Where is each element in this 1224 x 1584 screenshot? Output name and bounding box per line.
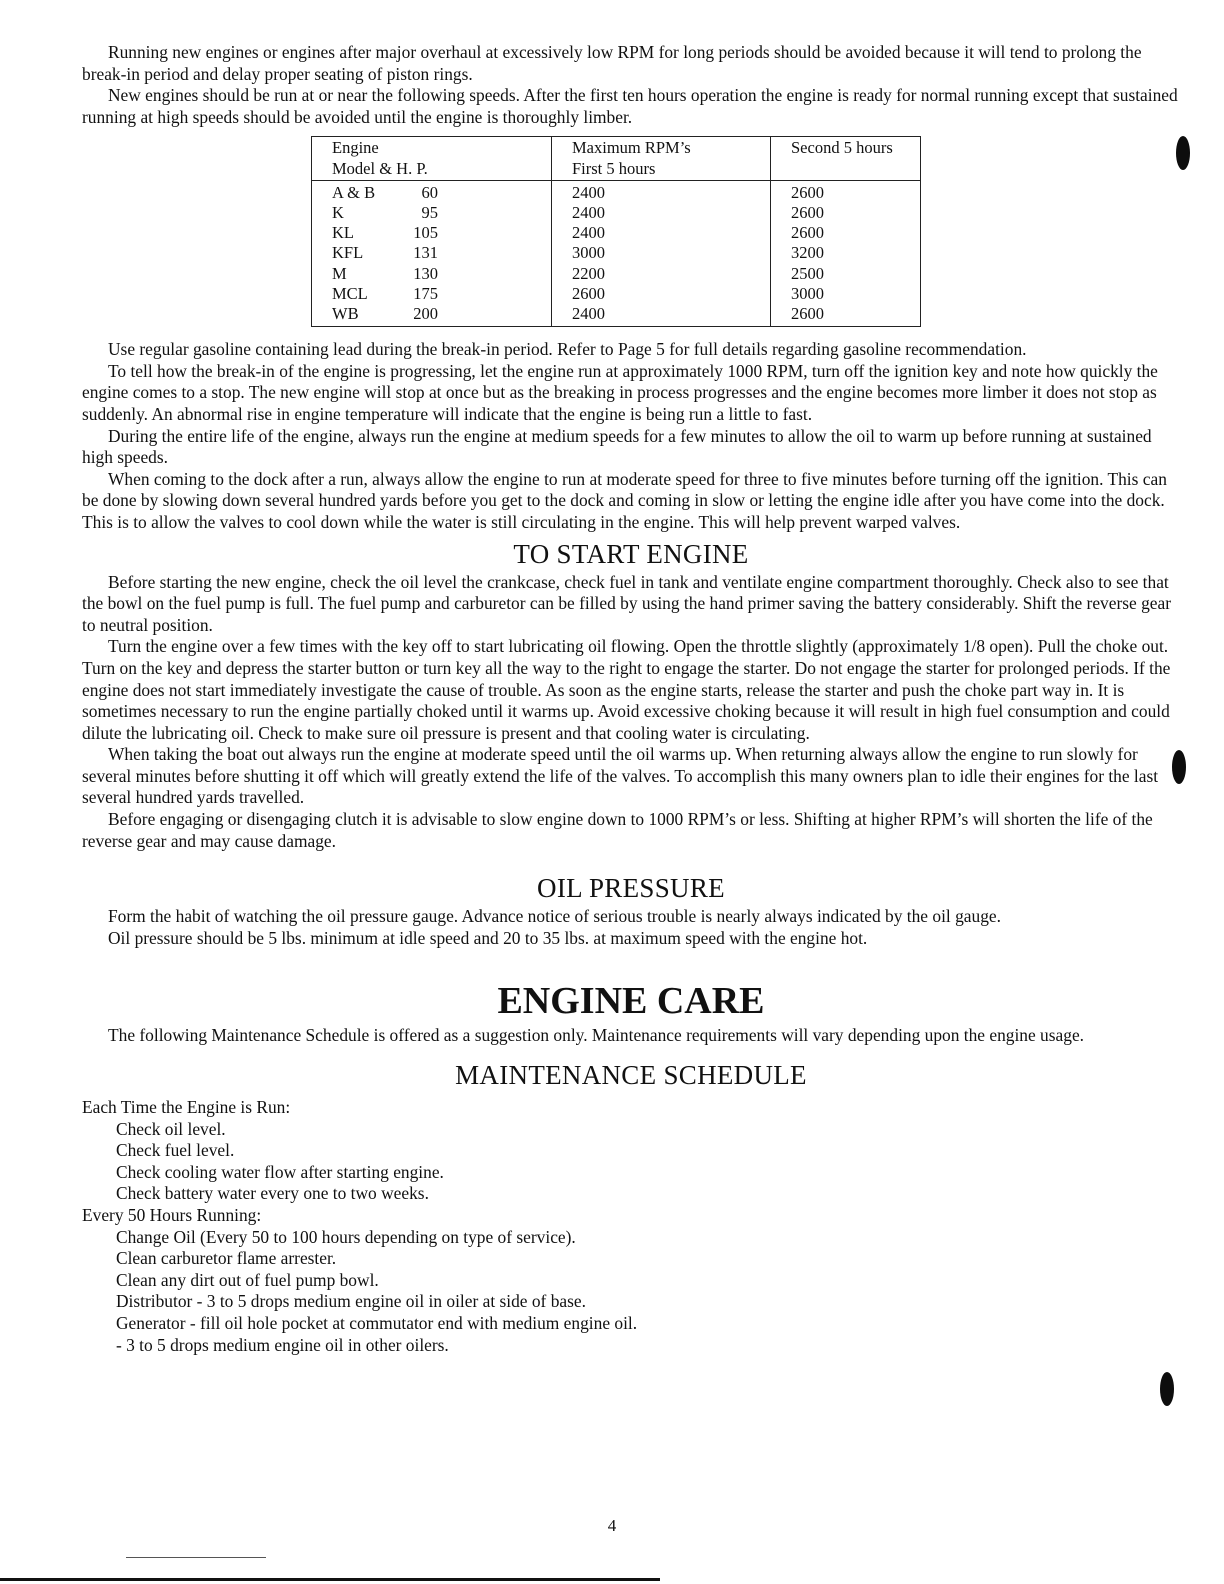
engine-model: WB	[332, 304, 359, 323]
list-item: Clean carburetor flame arrester.	[116, 1248, 337, 1269]
engine-hp: 130	[413, 263, 438, 283]
rpm-second-5-hours: 2600	[771, 203, 921, 223]
table-row	[312, 264, 921, 284]
table-row	[312, 223, 921, 243]
start-paragraph-3: When taking the boat out always run the engine at moderate speed until the oil warms up. When returning always allow the engine to run slowly for several minutes before shutting it off which will greatly extend the life of the valves. To accomplish this many owners plan to idle their engines for the last several hundred yards travelled.	[82, 744, 1159, 808]
rpm-first-5-hours: 2600	[552, 284, 771, 304]
list-item: Check fuel level.	[116, 1140, 235, 1161]
header-second-five-hours: Second 5 hours	[771, 137, 921, 180]
rpm-first-5-hours: 3000	[552, 243, 771, 263]
rpm-first-5-hours: 2400	[552, 180, 771, 203]
engine-hp: 95	[421, 202, 438, 222]
list-item: Check battery water every one to two weeks.	[116, 1183, 429, 1204]
start-paragraph-4: Before engaging or disengaging clutch it is advisable to slow engine down to 1000 RPM’s or less. Shifting at higher RPM’s will shorten the life of the reverse gear and may cause damage.	[82, 809, 1153, 851]
maintenance-list	[82, 1097, 1180, 1356]
intro-paragraph-2: New engines should be run at or near the following speeds. After the first ten hours operation the engine is ready for normal running except that sustained running at high speeds should be avoided until the engine is thoroughly limber.	[82, 85, 1178, 127]
engine-model: MCL	[332, 283, 368, 303]
rpm-second-5-hours: 2600	[771, 180, 921, 203]
engine-hp: 131	[413, 243, 438, 263]
engine-model: M	[332, 263, 347, 283]
engine-model: KL	[332, 223, 354, 243]
table-row	[312, 284, 921, 304]
engine-care-heading: ENGINE CARE	[497, 980, 765, 1023]
header-engine-model: Engine Model & H. P.	[312, 137, 552, 180]
table-row	[312, 203, 921, 223]
list-item: Distributor - 3 to 5 drops medium engine oil in oiler at side of base.	[116, 1291, 586, 1312]
engine-hp: 60	[421, 182, 438, 202]
rpm-first-5-hours: 2400	[552, 304, 771, 327]
start-paragraph-1: Before starting the new engine, check the oil level the crankcase, check fuel in tank and ventilate engine compartment thoroughly. Check also to see that the bowl on the fuel pump is full. The fuel pump and carburetor can be filled by using the hand primer saving the battery considerably. Shift the reverse gear to neutral position.	[82, 571, 1172, 635]
list-item: Change Oil (Every 50 to 100 hours depending on type of service).	[116, 1226, 576, 1247]
list-item: - 3 to 5 drops medium engine oil in other oilers.	[116, 1334, 449, 1355]
engine-hp: 105	[413, 223, 438, 243]
oil-pressure-line-1: Form the habit of watching the oil pressure gauge. Advance notice of serious trouble is nearly always indicated by the oil gauge.	[108, 906, 1001, 927]
table-row	[312, 180, 921, 203]
rpm-first-5-hours: 2400	[552, 223, 771, 243]
intro-paragraph-1: Running new engines or engines after major overhaul at excessively low RPM for long periods should be avoided because it will tend to prolong the break-in period and delay proper seating of piston rings.	[82, 42, 1142, 84]
list-item: Generator - fill oil hole pocket at commutator end with medium engine oil.	[116, 1312, 638, 1333]
group-title-every-50-hours: Every 50 Hours Running:	[82, 1205, 262, 1226]
breakin-paragraph-1: Use regular gasoline containing lead during the break-in period. Refer to Page 5 for full details regarding gasoline recommendation.	[108, 339, 1027, 360]
rpm-second-5-hours: 2600	[771, 223, 921, 243]
header-max-rpm-first: Maximum RPM’s First 5 hours	[552, 137, 771, 180]
engine-care-paragraph: The following Maintenance Schedule is offered as a suggestion only. Maintenance requirements will vary depending upon the engine usage.	[108, 1025, 1085, 1046]
bottom-short-line	[126, 1557, 266, 1558]
breakin-paragraph-3: During the entire life of the engine, always run the engine at medium speeds for a few minutes to allow the oil to warm up before running at sustained high speeds.	[82, 425, 1152, 468]
rpm-second-5-hours: 2500	[771, 264, 921, 284]
bottom-scan-edge-line	[0, 1578, 660, 1581]
manual-page	[82, 42, 1180, 1356]
table-row	[312, 304, 921, 327]
oil-pressure-line-2: Oil pressure should be 5 lbs. minimum at idle speed and 20 to 35 lbs. at maximum speed with the engine hot.	[108, 927, 868, 948]
binder-hole-middle	[1172, 750, 1186, 784]
maintenance-schedule-heading: MAINTENANCE SCHEDULE	[455, 1060, 807, 1091]
rpm-first-5-hours: 2200	[552, 264, 771, 284]
engine-model: K	[332, 202, 344, 222]
oil-pressure-heading: OIL PRESSURE	[537, 873, 725, 904]
table-header-row	[312, 137, 921, 180]
break-in-rpm-table	[311, 136, 921, 327]
group-title-each-run: Each Time the Engine is Run:	[82, 1097, 291, 1118]
rpm-first-5-hours: 2400	[552, 203, 771, 223]
rpm-second-5-hours: 3000	[771, 284, 921, 304]
engine-hp: 175	[413, 283, 438, 303]
list-item: Check cooling water flow after starting engine.	[116, 1161, 444, 1182]
rpm-second-5-hours: 2600	[771, 304, 921, 327]
breakin-paragraph-2: To tell how the break-in of the engine is progressing, let the engine run at approximately 1000 RPM, turn off the ignition key and note how quickly the engine comes to a stop. The new engine will stop at once but as the breaking in process progresses and the engine becomes more limber it does not stop as suddenly. An abnormal rise in engine temperature will indicate that the engine is being run a little to fast.	[82, 360, 1158, 424]
rpm-second-5-hours: 3200	[771, 243, 921, 263]
to-start-engine-heading: TO START ENGINE	[513, 538, 749, 569]
binder-hole-bottom	[1160, 1372, 1174, 1406]
list-item: Clean any dirt out of fuel pump bowl.	[116, 1269, 379, 1290]
engine-model: A & B	[332, 182, 376, 202]
page-number: 4	[607, 1516, 617, 1535]
table-row	[312, 243, 921, 263]
list-item: Check oil level.	[116, 1118, 226, 1139]
engine-hp: 200	[413, 304, 438, 323]
start-paragraph-2: Turn the engine over a few times with the key off to start lubricating oil flowing. Open the throttle slightly (approximately 1/8 open). Pull the choke out. Turn on the key and depress the starter button or turn key all the way to the right to engage the starter. Do not engage the starter for prolonged periods. If the engine does not start immediately investigate the cause of trouble. As soon as the engine starts, release the starter and push the choke part way in. It is sometimes necessary to run the engine partially choked until it warms up. Avoid excessive choking because it will result in high fuel consumption and could dilute the lubricating oil. Check to make sure oil pressure is present and that cooling water is circulating.	[82, 636, 1171, 743]
breakin-paragraph-4: When coming to the dock after a run, always allow the engine to run at moderate speed for three to five minutes before turning off the ignition. This can be done by slowing down several hundred yards before you get to the dock and coming in slow or letting the engine idle after you have come into the dock. This is to allow the valves to cool down while the water is still circulating in the engine. This will help prevent warped valves.	[82, 468, 1167, 532]
engine-model: KFL	[332, 243, 364, 263]
binder-hole-top	[1176, 136, 1190, 170]
